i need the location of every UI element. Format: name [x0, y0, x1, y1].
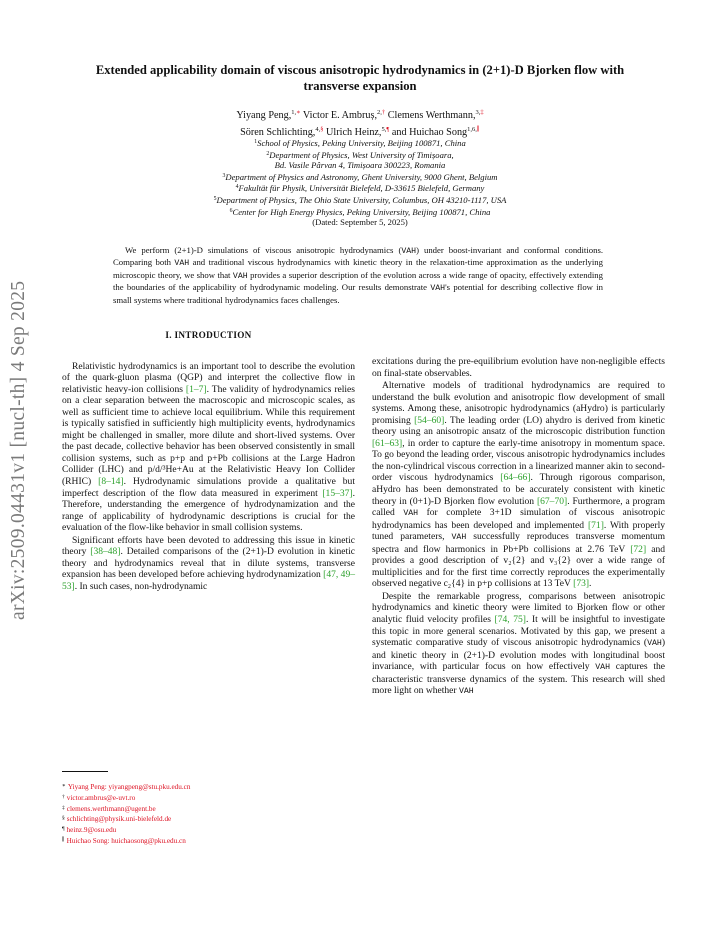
- paragraph: Relativistic hydrodynamics is an important tool to describe the evolution of the quark-gluon plasma (QGP) and interpret the collective flow in relativistic heavy-ion collisions [1–7]. The validity of hydrodynamics relies on a clear separation between the macroscopic and microscopic scales, as well as sufficient time to achieve local equilibrium. While this requirement is typically satisfied in sufficiently high multiplicity events, hydrodynamics might be challenged in smaller, more dilute and short-lived systems. Over the past decade, collective behavior has been observed consistently in small collision systems, such as p+p and p+Pb collisions at the Large Hadron Collider (LHC) and p/d/³He+Au at the Relativistic Heavy Ion Collider (RHIC) [8–14]. Hydrodynamic simulations provide a qualitative but imperfect description of the flow data measured in experiment [15–37]. Therefore, understanding the emergence of hydrodynamization and the range of applicability of hydrodynamic descriptions is crucial for the evaluation of the flow-like behavior in small collision systems.: [62, 360, 355, 534]
- citation-link[interactable]: [67–70]: [536, 495, 568, 507]
- author: Clemens Werthmann,$^{3,\ddagger}$: [387, 109, 484, 121]
- footnote-rule: [62, 771, 108, 772]
- affiliation-list: [80, 137, 640, 228]
- citation-link[interactable]: [64–66]: [500, 472, 531, 484]
- paper-title: Extended applicability domain of viscous anisotropic hydrodynamics in (2+1)-D Bjorken flow with transverse expansion: [95, 63, 625, 93]
- arxiv-identifier: arXiv:2509.04431v1 [nucl-th] 4 Sep 2025: [8, 280, 29, 620]
- left-column: [62, 330, 355, 592]
- author: Victor E. Ambruș,$^{2,\dagger}$: [302, 109, 386, 121]
- citation-link[interactable]: [72]: [630, 543, 647, 555]
- citation-link[interactable]: [1–7]: [185, 383, 207, 395]
- paragraph: excitations during the pre-equilibrium evolution have non-negligible effects on final-state observables.: [372, 356, 665, 379]
- citation-link[interactable]: [38–48]: [90, 546, 121, 558]
- author: Huichao Song$^{1,6,\parallel}$: [409, 125, 480, 138]
- citation-link[interactable]: [47, 49–53]: [62, 569, 355, 592]
- footnote: ‡ clemens.werthmann@ugent.be: [62, 804, 156, 813]
- email-link[interactable]: schlichting@physik.uni-bielefeld.de: [66, 815, 172, 824]
- author: Sören Schlichting,$^{4,\S}$: [240, 125, 324, 138]
- author: Yiyang Peng,$^{1,∗}$: [236, 109, 301, 121]
- author-list: Yiyang Peng,$^{1,∗}$ Victor E. Ambruș,$^{2,\dagger}$ Clemens Werthmann,$^{3,\ddagger}$ Sören Schlichting,$^{4,\S}$ Ulrich Heinz,$^{5,\P}$ and Huichao Song$^{1,6,\parallel}$: [236, 109, 484, 138]
- paragraph: Alternative models of traditional hydrodynamics are required to understand the bulk evolution and anisotropic flow development of small systems. Among these, anisotropic hydrodynamics (aHydro) is particularly promising [54–60]. The leading order (LO) ahydro is derived from kinetic theory using an anisotropic ansatz of the microscopic distribution function [61–63], in order to capture the early-time anisotropy in momentum space. To go beyond the leading order, viscous anisotropic hydrodynamics includes the non-cylindrical viscous correction in a linearized manner akin to second-order viscous hydrodynamics [64–66]. Through rigorous comparison, aHydro has been demonstrated to be accurately consistent with kinetic theory in (0+1)-D Bjorken flow evolution [67–70]. Furthermore, a program called VAH for complete 3+1D simulation of viscous anisotropic hydrodynamics has been developed and implemented [71]. With properly tuned parameters, VAH successfully reproduces transverse momentum spectra and flow harmonics in Pb+Pb collisions at 2.76 TeV [72] and provides a good description of v₂{2} and v₃{2} over a wide range of multiplicities and for the first time correctly reproduces the experimentally observed negative c₂{4} in p+p collisions at 13 TeV [73].: [372, 380, 666, 590]
- citation-link[interactable]: [15–37]: [322, 487, 353, 499]
- author: Ulrich Heinz,$^{5,\P}$: [326, 125, 390, 138]
- affiliation: $^2$Department of Physics, West University of Timișoara,: [266, 149, 454, 160]
- affiliation: $^1$School of Physics, Peking University, Beijing 100871, China: [254, 138, 466, 148]
- paragraph: Significant efforts have been devoted to addressing this issue in kinetic theory [38–48]. Detailed comparisons of the (2+1)-D evolution in kinetic theory and hydrodynamics reveal that in dilute systems, transverse expansion has been developed before achieving hydrodynamization [47, 49–53]. In such cases, non-hydrodynamic: [62, 534, 355, 592]
- citation-link[interactable]: [71]: [587, 519, 604, 531]
- citation-link[interactable]: [73]: [573, 578, 590, 590]
- paragraph: Despite the remarkable progress, comparisons between anisotropic hydrodynamics and kinetic theory were limited to Bjorken flow or other analytic fluid velocity profiles [74, 75]. It will be insightful to investigate this topic in more general scenarios. Motivated by this gap, we present a systematic comparative study of viscous anisotropic hydrodynamics (VAH) and kinetic theory in (2+1)-D evolution modes with longitudinal boost invariance, with particular focus on how effectively VAH captures the characteristic transverse dynamics of the system. This research will shed more light on whether VAH: [372, 590, 665, 697]
- email-link[interactable]: heinz.9@osu.edu: [66, 826, 117, 835]
- citation-link[interactable]: [8–14]: [98, 476, 124, 488]
- footnote: § schlichting@physik.uni-bielefeld.de: [62, 815, 172, 824]
- abstract: We perform (2+1)-D simulations of viscous anisotropic hydrodynamics (VAH) under boost-invariant and conformal conditions. Comparing both VAH and traditional viscous hydrodynamics with kinetic theory in the relaxation-time approximation as the underlying microscopic theory, we show that VAH provides a superior description of the evolution across a wide range of opacity, effectively extending the boundaries of the applicability of hydrodynamic modeling. Our results demonstrate VAH's potential for describing collective flow in small systems where traditional hydrodynamics faces challenges.: [113, 245, 603, 305]
- section-heading: I. INTRODUCTION: [165, 330, 252, 340]
- affiliation: $^3$Department of Physics and Astronomy, Ghent University, 9000 Ghent, Belgium: [222, 171, 498, 182]
- citation-link[interactable]: [61–63]: [372, 437, 403, 449]
- footnote: ∗ Yiyang Peng: yiyangpeng@stu.pku.edu.cn: [62, 783, 191, 791]
- affiliation: $^6$Center for High Energy Physics, Peking University, Beijing 100871, China: [229, 206, 491, 217]
- citation-link[interactable]: [54–60]: [414, 414, 445, 426]
- date-line: (Dated: September 5, 2025): [312, 217, 408, 228]
- footnote: ¶ heinz.9@osu.edu: [62, 826, 117, 835]
- affiliation: Bd. Vasile Pârvan 4, Timișoara 300223, Romania: [274, 160, 446, 171]
- email-link[interactable]: Huichao Song: huichaosong@pku.edu.cn: [66, 836, 186, 845]
- footnote: ∥ Huichao Song: huichaosong@pku.edu.cn: [62, 836, 186, 845]
- right-column: [372, 356, 665, 698]
- footnotes: [62, 782, 355, 847]
- affiliation: $^5$Department of Physics, The Ohio State University, Columbus, OH 43210-1117, USA: [213, 194, 507, 205]
- affiliation: $^4$Fakultät für Physik, Universität Bielefeld, D-33615 Bielefeld, Germany: [235, 183, 485, 194]
- email-link[interactable]: victor.ambrus@e-uvt.ro: [66, 793, 136, 802]
- footnote: † victor.ambrus@e-uvt.ro: [62, 793, 136, 802]
- email-link[interactable]: clemens.werthmann@ugent.be: [66, 804, 156, 813]
- email-link[interactable]: Yiyang Peng: yiyangpeng@stu.pku.edu.cn: [67, 783, 191, 791]
- citation-link[interactable]: [74, 75]: [494, 614, 526, 626]
